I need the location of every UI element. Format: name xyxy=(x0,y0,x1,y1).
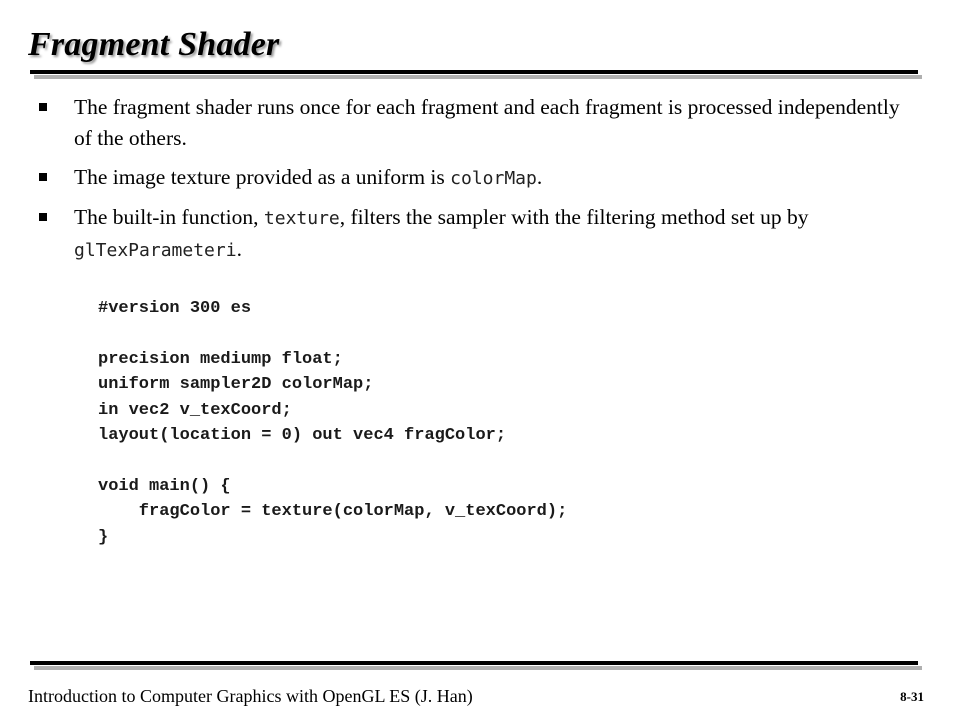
title-rule xyxy=(30,70,918,74)
square-bullet-icon xyxy=(39,173,47,181)
code-line: fragColor = texture(colorMap, v_texCoord); xyxy=(98,502,568,522)
bullet-text: The image texture provided as a uniform is xyxy=(74,165,451,189)
bullet-item xyxy=(36,202,916,266)
inline-code: texture xyxy=(263,208,340,229)
square-bullet-icon xyxy=(39,213,47,221)
footer-rule-shadow xyxy=(34,666,922,670)
inline-code: glTexParameteri xyxy=(74,240,237,261)
footer-rule xyxy=(30,661,918,665)
page-number: 8-31 xyxy=(900,689,924,704)
title-rule-shadow xyxy=(34,75,922,79)
code-line: layout(location = 0) out vec4 fragColor; xyxy=(98,425,507,445)
code-line: precision mediump float; xyxy=(98,349,343,369)
code-line: } xyxy=(98,527,109,547)
bullet-text: , filters the sampler with the filtering method set up by xyxy=(339,205,809,229)
bullet-text: . xyxy=(236,237,242,261)
bullet-text: The fragment shader runs once for each fragment and each fragment is processed independently of the others. xyxy=(74,95,900,150)
bullet-item xyxy=(36,92,916,154)
inline-code: colorMap xyxy=(450,168,537,189)
bullet-text: . xyxy=(536,165,543,189)
bullet-list xyxy=(36,92,916,274)
code-line xyxy=(98,321,567,346)
code-line: void main() { xyxy=(98,476,231,496)
square-bullet-icon xyxy=(39,103,47,111)
bullet-item xyxy=(36,162,916,194)
code-line: in vec2 v_texCoord; xyxy=(98,400,292,420)
code-line xyxy=(98,448,567,473)
slide-title: Fragment Shader xyxy=(28,26,280,63)
code-line: #version 300 es xyxy=(98,299,252,318)
code-line: uniform sampler2D colorMap; xyxy=(98,375,374,395)
code-block xyxy=(98,296,567,550)
footer-text: Introduction to Computer Graphics with OpenGL ES (J. Han) xyxy=(28,686,473,706)
bullet-text: The built-in function, xyxy=(74,205,264,229)
